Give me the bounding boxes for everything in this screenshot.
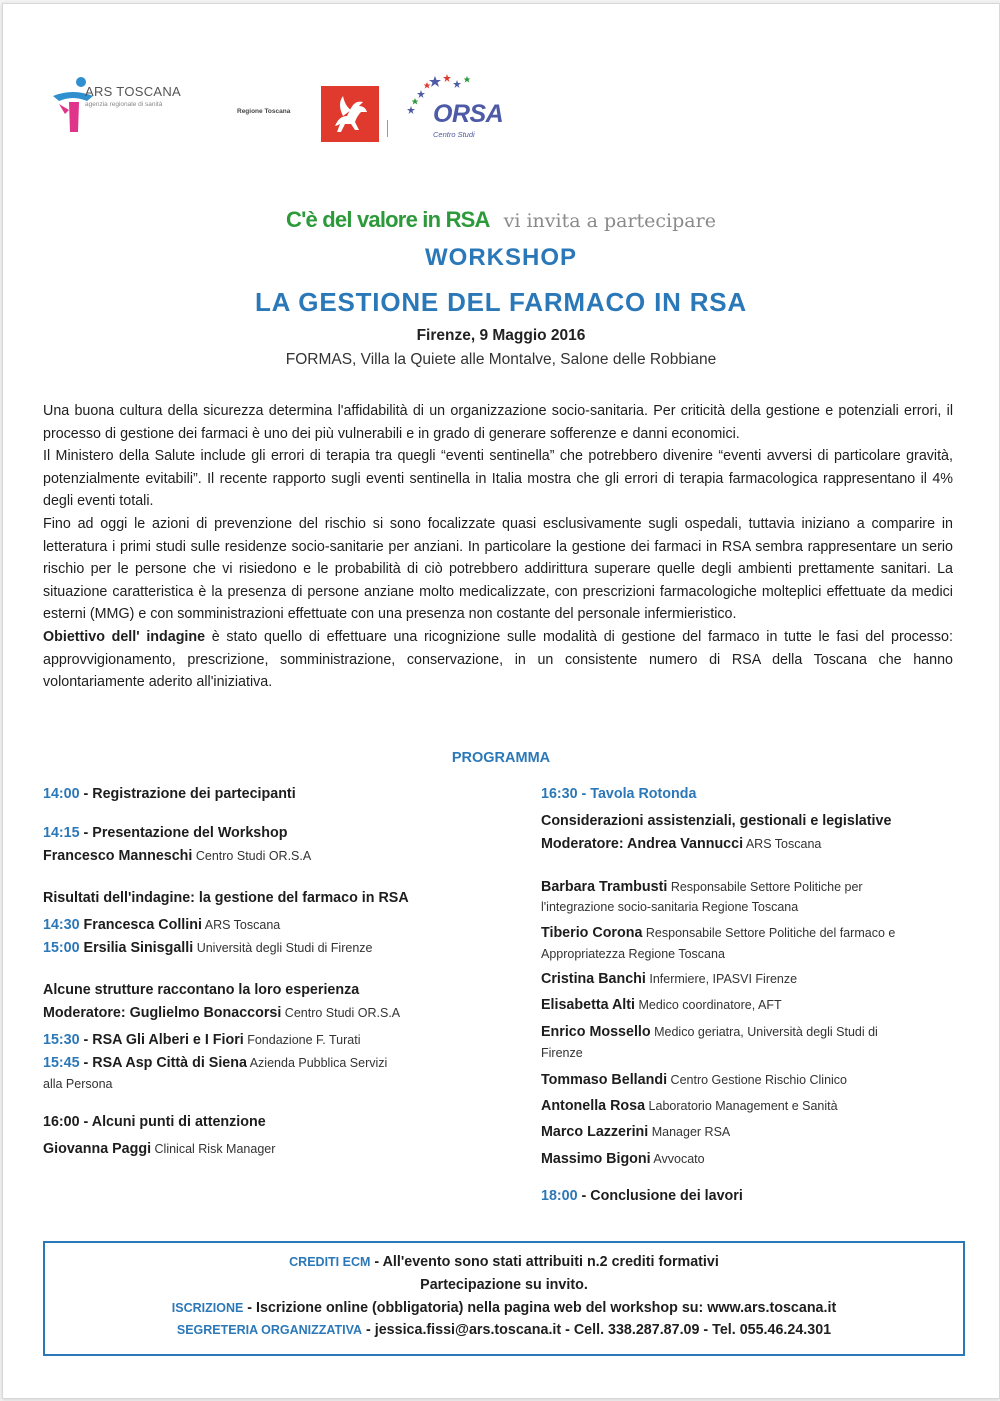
- speaker-name: Elisabetta Alti: [541, 997, 636, 1013]
- moderator-line: [541, 836, 821, 852]
- speaker-name: Enrico Mossello: [541, 1024, 651, 1040]
- section-heading: Alcune strutture raccontano la loro esperienza: [43, 982, 360, 998]
- event-date: Firenze, 9 Maggio 2016: [416, 327, 586, 344]
- credits-text: - All'evento sono stati attribuiti n.2 crediti formativi: [370, 1254, 719, 1270]
- objective-label: Obiettivo dell' indagine: [43, 628, 206, 645]
- orsa-subtitle: Centro Studi: [433, 130, 475, 139]
- event-venue: FORMAS, Villa la Quiete alle Montalve, Salone delle Robbiane: [285, 351, 717, 368]
- section-heading: Risultati dell'indagine: la gestione del farmaco in RSA: [43, 890, 409, 906]
- speaker-line: [541, 1072, 847, 1088]
- invite-text: vi invita a partecipare: [503, 210, 716, 232]
- regione-toscana-pegasus-icon: [321, 86, 379, 142]
- intro-paragraph: Il Ministero della Salute include gli errori di terapia tra quegli “eventi sentinella” che potrebbero divenire “eventi avversi di particolare gravità, potenzialmente evitabili”. Il recente rapporto sugli eventi sentinella in Italia mostra che gli errori di terapia farmacologica rappresentano il 4% degli eventi totali.: [43, 448, 953, 510]
- info-box: [43, 1241, 965, 1356]
- programma-heading: PROGRAMMA: [451, 750, 551, 766]
- moderator-name: Moderatore: Andrea Vannucci: [541, 836, 744, 852]
- speaker-name: Francesco Manneschi: [43, 848, 193, 864]
- program-text: - RSA Asp Città di Siena: [79, 1055, 247, 1071]
- speaker-name: Giovanna Paggi: [43, 1141, 152, 1157]
- speaker-affiliation: Fondazione F. Turati: [243, 1033, 361, 1047]
- program-item: [43, 1055, 387, 1071]
- workshop-title: LA GESTIONE DEL FARMACO IN RSA: [254, 287, 748, 317]
- speaker-affiliation: ARS Toscana: [201, 918, 281, 932]
- speaker-affiliation: Centro Gestione Rischio Clinico: [667, 1073, 848, 1087]
- program-item: [43, 1032, 360, 1048]
- intro-paragraph: Una buona cultura della sicurezza determina l'affidabilità di un organizzazione socio-sanitaria. Per criticità della gestione e potenziali errori, il processo di gestione dei farmaci è uno dei più vulnerabili e in grado di generare sofferenze e danni economici.: [43, 403, 953, 442]
- speaker-affiliation: Appropriatezza Regione Toscana: [541, 947, 725, 961]
- campaign-brand: C'è del valore in RSA: [286, 207, 490, 232]
- speaker-line: [43, 848, 311, 864]
- speaker-name: Barbara Trambusti: [541, 879, 668, 895]
- time-label: 15:45: [43, 1055, 80, 1071]
- time-label: 14:30: [43, 917, 80, 933]
- program-item: [541, 1188, 743, 1204]
- speaker-name: Tiberio Corona: [541, 925, 643, 941]
- workshop-label: WORKSHOP: [425, 244, 577, 271]
- speaker-name: Massimo Bigoni: [541, 1151, 651, 1167]
- objective-paragraph: [43, 626, 953, 694]
- speaker-affiliation: alla Persona: [43, 1077, 113, 1091]
- speaker-affiliation: Clinical Risk Manager: [151, 1142, 276, 1156]
- speaker-affiliation: Manager RSA: [648, 1125, 731, 1139]
- registration-text: - Iscrizione online (obbligatoria) nella pagina web del workshop su: www.ars.toscana.it: [243, 1299, 837, 1316]
- speaker-affiliation: Università degli Studi di Firenze: [193, 941, 373, 955]
- speaker-line: [541, 879, 863, 895]
- speaker-line: [43, 1141, 275, 1157]
- program-item: [43, 786, 296, 802]
- time-label: 14:15: [43, 825, 80, 841]
- program-text: - RSA Gli Alberi e I Fiori: [79, 1032, 244, 1048]
- ars-toscana-name: ARS TOSCANA: [85, 84, 182, 99]
- section-heading: 16:00 - Alcuni punti di attenzione: [43, 1114, 266, 1130]
- speaker-line: [541, 1098, 838, 1114]
- program-text: - Presentazione del Workshop: [79, 825, 288, 841]
- speaker-affiliation: Responsabile Settore Politiche per: [667, 880, 863, 894]
- credits-label: CREDITI ECM: [289, 1255, 371, 1269]
- speaker-affiliation: Medico coordinatore, AFT: [635, 998, 782, 1012]
- orsa-name: ORSA: [433, 100, 504, 128]
- section-heading: Considerazioni assistenziali, gestionali e legislative: [541, 813, 892, 829]
- speaker-name: Marco Lazzerini: [541, 1124, 649, 1140]
- moderator-name: Moderatore: Guglielmo Bonaccorsi: [43, 1005, 282, 1021]
- speaker-affiliation: Responsabile Settore Politiche del farmaco e: [642, 926, 896, 940]
- program-item: [43, 940, 372, 956]
- speaker-line: [541, 1024, 878, 1040]
- tagline: [3, 207, 999, 233]
- program-item: 16:30 - Tavola Rotonda: [541, 786, 697, 802]
- speaker-line: [541, 1124, 730, 1140]
- time-label: 15:00: [43, 940, 80, 956]
- credits-line: [45, 1251, 963, 1274]
- speaker-affiliation: Laboratorio Management e Sanità: [645, 1099, 838, 1113]
- invitation-line: Partecipazione su invito.: [420, 1276, 588, 1293]
- speaker-affiliation: Firenze: [541, 1046, 583, 1060]
- flyer-page: [2, 3, 1000, 1399]
- speaker-affiliation: Azienda Pubblica Servizi: [246, 1056, 388, 1070]
- logo-bar: [51, 66, 551, 156]
- speaker-name: Tommaso Bellandi: [541, 1072, 668, 1088]
- speaker-affiliation: Infermiere, IPASVI Firenze: [645, 972, 798, 986]
- secretariat-text: - jessica.fissi@ars.toscana.it - Cell. 338.287.87.09 - Tel. 055.46.24.301: [362, 1322, 832, 1339]
- logo-separator: [387, 120, 388, 137]
- speaker-line: [541, 1151, 705, 1167]
- moderator-affiliation: ARS Toscana: [743, 837, 822, 851]
- registration-line: [45, 1297, 963, 1320]
- speaker-name: Antonella Rosa: [541, 1098, 646, 1114]
- objective-text: è stato quello di effettuare una ricognizione sulle modalità di gestione del farmaco in tutte le fasi del processo: approvvigionamento, prescrizione, somministrazione, conservazione, in un consistente numero di RSA della Toscana che hanno volontariamente aderito all'iniziativa.: [43, 628, 953, 691]
- time-label: 15:30: [43, 1032, 80, 1048]
- program-text: - Conclusione dei lavori: [577, 1188, 743, 1204]
- speaker-name: Ersilia Sinisgalli: [79, 940, 194, 956]
- intro-paragraph: Fino ad oggi le azioni di prevenzione del rischio si sono focalizzate quasi esclusivamente sugli ospedali, tuttavia iniziano a comparire in letteratura i primi studi sulle residenze socio-sanitarie per anziani. In particolare la gestione dei farmaci in RSA sembra rappresentare un serio rischio per le persone che vi risiedono e le probabilità di ciò potrebbero addirittura superare quelle degli ambienti prettamente sanitari. La situazione caratteristica è la presenza di persone anziane molto medicalizzate, con prescrizioni farmacologiche molteplici effettuate da medici esterni (MMG) e con somministrazioni effettuate con una presenza non costante del personale infermieristico.: [43, 515, 953, 623]
- speaker-affiliation: Centro Studi OR.S.A: [192, 849, 312, 863]
- program-item: [43, 825, 287, 841]
- speaker-name: Cristina Banchi: [541, 971, 646, 987]
- registration-label: ISCRIZIONE: [171, 1300, 244, 1315]
- time-label: 14:00: [43, 786, 80, 802]
- speaker-line: [541, 971, 797, 987]
- regione-toscana-label: Regione Toscana: [237, 108, 291, 115]
- program-item: [43, 917, 280, 933]
- ars-toscana-subtitle: agenzia regionale di sanità: [85, 101, 163, 108]
- speaker-name: Francesca Collini: [79, 917, 202, 933]
- speaker-line: [541, 997, 782, 1013]
- speaker-affiliation: Avvocato: [650, 1152, 705, 1166]
- speaker-line: [541, 925, 895, 941]
- program-text: - Registrazione dei partecipanti: [79, 786, 296, 802]
- secretariat-label: SEGRETERIA ORGANIZZATIVA: [176, 1323, 363, 1338]
- speaker-affiliation: Medico geriatra, Università degli Studi di: [650, 1025, 878, 1039]
- time-label: 18:00: [541, 1188, 578, 1204]
- moderator-affiliation: Centro Studi OR.S.A: [281, 1006, 401, 1020]
- speaker-affiliation: l'integrazione socio-sanitaria Regione Toscana: [541, 900, 799, 914]
- introduction: [43, 400, 953, 694]
- moderator-line: [43, 1005, 400, 1021]
- secretariat-line: [45, 1319, 963, 1342]
